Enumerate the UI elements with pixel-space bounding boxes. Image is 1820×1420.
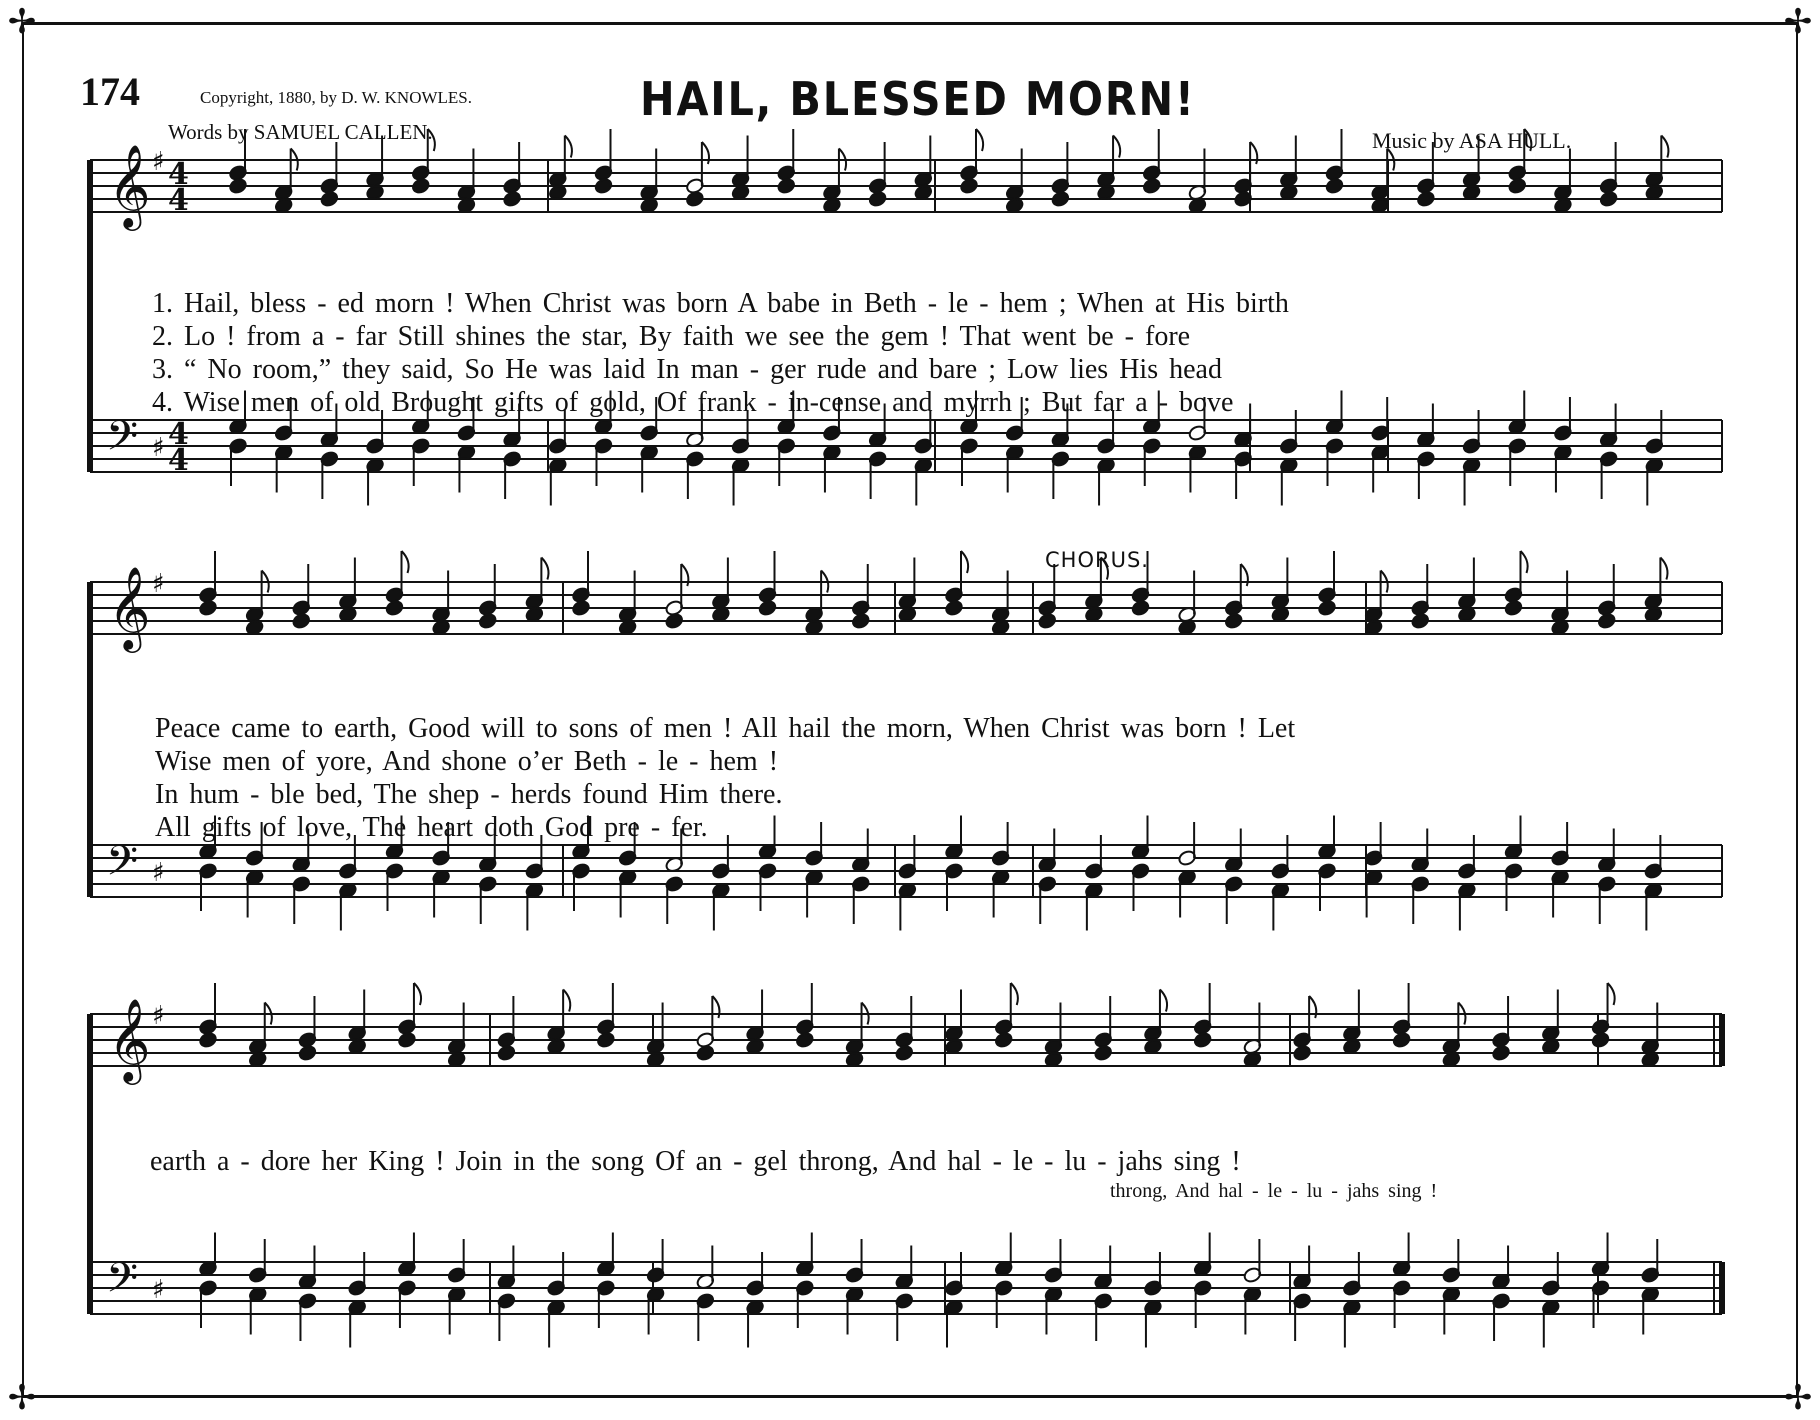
bass-clef-icon: 𝄢 [106, 1254, 139, 1312]
note-flag [1661, 136, 1668, 158]
hymn-number: 174 [80, 69, 140, 114]
note-head [228, 177, 248, 195]
note-head [696, 1044, 716, 1062]
note-flag [565, 136, 572, 158]
verse-line-1: 1. Hail, bless - ed morn ! When Christ was born A babe in Beth - le - hem ; When at His birth [152, 288, 1289, 319]
copyright-notice: Copyright, 1880, by D. W. KNOWLES. [200, 88, 472, 107]
note-head [298, 1044, 318, 1062]
sharp-icon: ♯ [152, 1001, 165, 1031]
note-head [291, 612, 311, 630]
time-signature-digit: 4 [168, 183, 189, 218]
note-flag [976, 129, 983, 151]
ornament-bottom-left-icon: ✢ [7, 1378, 37, 1418]
music-credit: Music by ASA HULL. [1372, 128, 1572, 153]
chorus-label: CHORUS. [1045, 548, 1149, 572]
note-head [868, 190, 888, 208]
note-head [1193, 1031, 1213, 1049]
note-head [776, 177, 796, 195]
treble-clef-icon: 𝄞 [108, 997, 151, 1081]
note-head [1392, 1031, 1412, 1049]
note-head [497, 1044, 517, 1062]
ornament-top-left-icon: ✢ [7, 2, 37, 42]
note-flag [961, 551, 968, 573]
verse-line-8: All gifts of love, The heart doth God pre - fer. [155, 812, 708, 843]
note-head [571, 599, 591, 617]
verse-line-7: In hum - ble bed, The shep - herds found Him there. [155, 779, 783, 810]
note-head [1142, 177, 1162, 195]
ornament-bottom-right-icon: ✢ [1783, 1378, 1813, 1418]
note-head [1093, 1044, 1113, 1062]
note-flag [1101, 558, 1108, 580]
note-flag [414, 983, 421, 1005]
note-head [596, 1031, 616, 1049]
hymn-title: HAIL, BLESSED MORN! [640, 72, 1196, 126]
note-head [198, 599, 218, 617]
note-flag [541, 558, 548, 580]
note-flag [1160, 990, 1167, 1012]
note-head [397, 1031, 417, 1049]
note-head [1416, 190, 1436, 208]
note-head [1410, 612, 1430, 630]
note-flag [402, 551, 409, 573]
sharp-icon: ♯ [152, 569, 165, 599]
note-head [502, 190, 522, 208]
ornament-top-right-icon: ✢ [1783, 2, 1813, 42]
note-head [795, 1031, 815, 1049]
note-head [1317, 599, 1337, 617]
verse-line-4: 4. Wise men of old Brought gifts of gold, Of frank - in-cense and myrrh ; But far a - bove [152, 387, 1234, 418]
note-head [1037, 612, 1057, 630]
note-flag [428, 129, 435, 151]
bass-clef-icon: 𝄢 [106, 412, 139, 470]
note-flag [563, 990, 570, 1012]
note-head [1504, 599, 1524, 617]
note-head [685, 190, 705, 208]
note-head [1591, 1031, 1611, 1049]
note-head [944, 599, 964, 617]
words-credit: Words by SAMUEL CALLEN. [168, 120, 433, 144]
time-signature-digit: 4 [168, 417, 189, 452]
sharp-icon: ♯ [152, 433, 165, 463]
note-head [1507, 177, 1527, 195]
note-head [385, 599, 405, 617]
note-flag [1113, 136, 1120, 158]
verse-line-5: Peace came to earth, Good will to sons of men ! All hail the morn, When Christ was born ! Let [155, 713, 1296, 744]
note-head [851, 612, 871, 630]
sharp-icon: ♯ [152, 147, 165, 177]
note-head [478, 612, 498, 630]
note-flag [1524, 129, 1531, 151]
note-head [320, 190, 340, 208]
time-signature-digit: 4 [168, 443, 189, 478]
note-flag [1608, 983, 1615, 1005]
note-head [198, 1031, 218, 1049]
alto-lyric-line: throng, And hal - le - lu - jahs sing ! [1110, 1180, 1438, 1202]
note-head [959, 177, 979, 195]
verse-line-3: 3. “ No room,” they said, So He was laid In man - ger rude and bare ; Low lies His head [152, 354, 1222, 385]
note-flag [1660, 558, 1667, 580]
verse-line-9: earth a - dore her King ! Join in the song Of an - gel throng, And hal - le - lu - jahs sing ! [150, 1146, 1241, 1177]
note-flag [1521, 551, 1528, 573]
note-flag [1011, 983, 1018, 1005]
note-head [594, 177, 614, 195]
verse-line-6: Wise men of yore, And shone o’er Beth - le - hem ! [155, 746, 779, 777]
sharp-icon: ♯ [152, 1275, 165, 1305]
note-head [1491, 1044, 1511, 1062]
bass-clef-icon: 𝄢 [106, 837, 139, 895]
note-head [1597, 612, 1617, 630]
note-head [1292, 1044, 1312, 1062]
note-head [1131, 599, 1151, 617]
verse-line-2: 2. Lo ! from a - far Still shines the star, By faith we see the gem ! That went be - fore [152, 321, 1191, 352]
note-head [758, 599, 778, 617]
note-head [664, 612, 684, 630]
note-head [1051, 190, 1071, 208]
note-head [994, 1031, 1014, 1049]
treble-clef-icon: 𝄞 [108, 565, 151, 649]
treble-clef-icon: 𝄞 [108, 143, 151, 227]
time-signature-digit: 4 [168, 157, 189, 192]
note-head [1224, 612, 1244, 630]
note-head [894, 1044, 914, 1062]
note-head [1599, 190, 1619, 208]
sharp-icon: ♯ [152, 858, 165, 888]
note-head [1325, 177, 1345, 195]
note-head [411, 177, 431, 195]
